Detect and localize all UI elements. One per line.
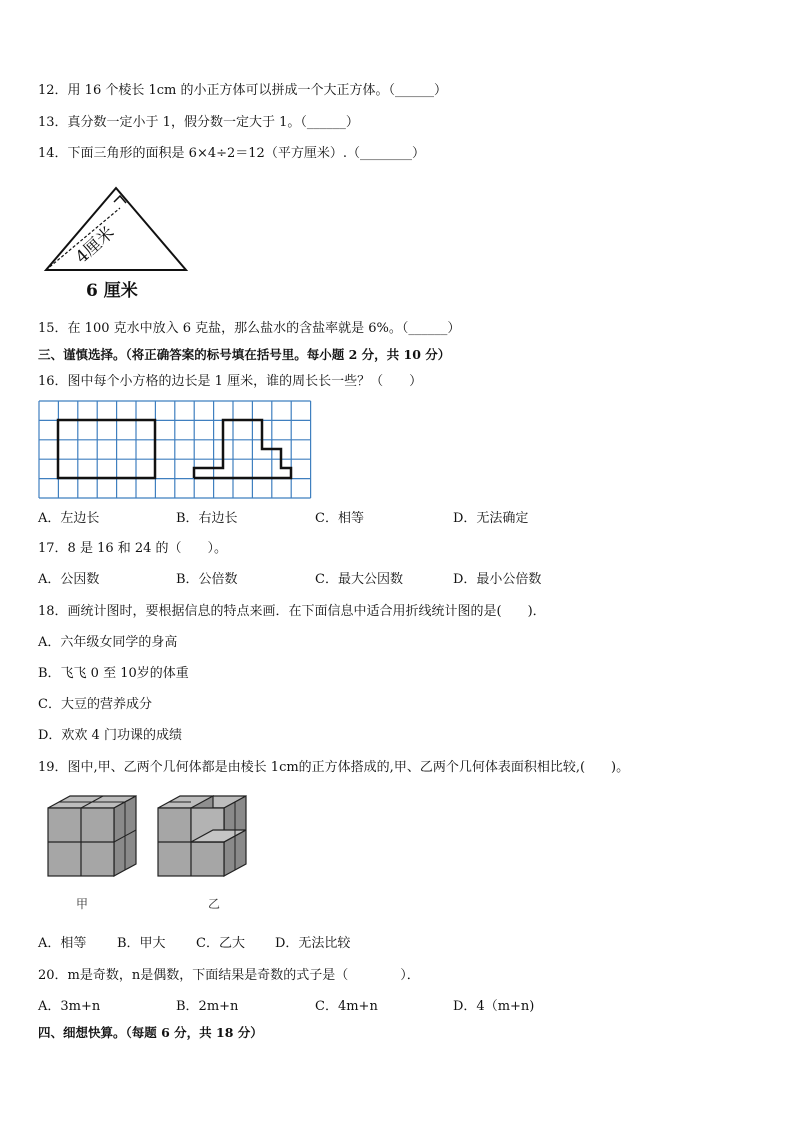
cube-label-yi: 乙 (208, 897, 221, 911)
right-l-shape (194, 420, 291, 478)
q18-option-a: A．六年级女同学的身高 (38, 635, 178, 650)
q18-option-d: D．欢欢 4 门功课的成绩 (38, 728, 182, 743)
q17-option-a: A．公因数 (38, 572, 100, 587)
cube-figures (36, 788, 266, 918)
q16-option-d: D．无法确定 (453, 511, 529, 526)
q18-option-c: C．大豆的营养成分 (38, 697, 152, 712)
question-18: 18．画统计图时，要根据信息的特点来画．在下面信息中适合用折线统计图的是( )． (38, 604, 546, 619)
question-14: 14．下面三角形的面积是 6×4÷2＝12（平方厘米）.（________） (38, 146, 425, 161)
cube-jia (48, 796, 136, 876)
question-13: 13．真分数一定小于 1，假分数一定大于 1。（______） (38, 115, 359, 130)
left-rectangle-shape (58, 420, 155, 478)
q17-option-c: C．最大公因数 (315, 572, 403, 587)
q20-option-b: B．2m+n (176, 999, 239, 1014)
section-3-heading: 三、谨慎选择。（将正确答案的标号填在括号里。每小题 2 分，共 10 分） (38, 347, 451, 362)
q18-option-b: B．飞飞 0 至 10岁的体重 (38, 666, 189, 681)
q20-option-d: D．4（m+n) (453, 999, 535, 1014)
question-20: 20．m是奇数，n是偶数，下面结果是奇数的式子是（ ）． (38, 968, 420, 983)
q16-option-a: A．左边长 (38, 511, 100, 526)
triangle-base-label: 6 厘米 (86, 281, 138, 301)
cube-yi (158, 796, 246, 876)
q20-option-c: C．4m+n (315, 999, 378, 1014)
q19-option-b: B．甲大 (117, 936, 166, 951)
question-12: 12．用 16 个棱长 1cm 的小正方体可以拼成一个大正方体。（______） (38, 83, 447, 98)
q17-option-d: D．最小公倍数 (453, 572, 542, 587)
q19-option-a: A．相等 (38, 936, 87, 951)
question-17: 17．8 是 16 和 24 的（ ）。 (38, 541, 228, 556)
q17-option-b: B．公倍数 (176, 572, 238, 587)
triangle-figure (38, 172, 198, 302)
q20-option-a: A．3m+n (38, 999, 101, 1014)
cube-label-jia: 甲 (76, 897, 89, 911)
q16-option-c: C．相等 (315, 511, 364, 526)
q16-option-b: B．右边长 (176, 511, 238, 526)
question-19: 19．图中,甲、乙两个几何体都是由棱长 1cm的正方体搭成的,甲、乙两个几何体表面积相比较,( )。 (38, 760, 630, 775)
question-15: 15．在 100 克水中放入 6 克盐，那么盐水的含盐率就是 6%。（______） (38, 321, 461, 336)
question-16: 16．图中每个小方格的边长是 1 厘米，谁的周长长一些？（ ） (38, 374, 423, 389)
section-4-heading: 四、细想快算。（每题 6 分，共 18 分） (38, 1025, 263, 1040)
q19-option-d: D．无法比较 (275, 936, 351, 951)
grid-figure (38, 400, 312, 500)
q19-option-c: C．乙大 (196, 936, 245, 951)
triangle-side-label: 4厘米 (71, 222, 119, 268)
